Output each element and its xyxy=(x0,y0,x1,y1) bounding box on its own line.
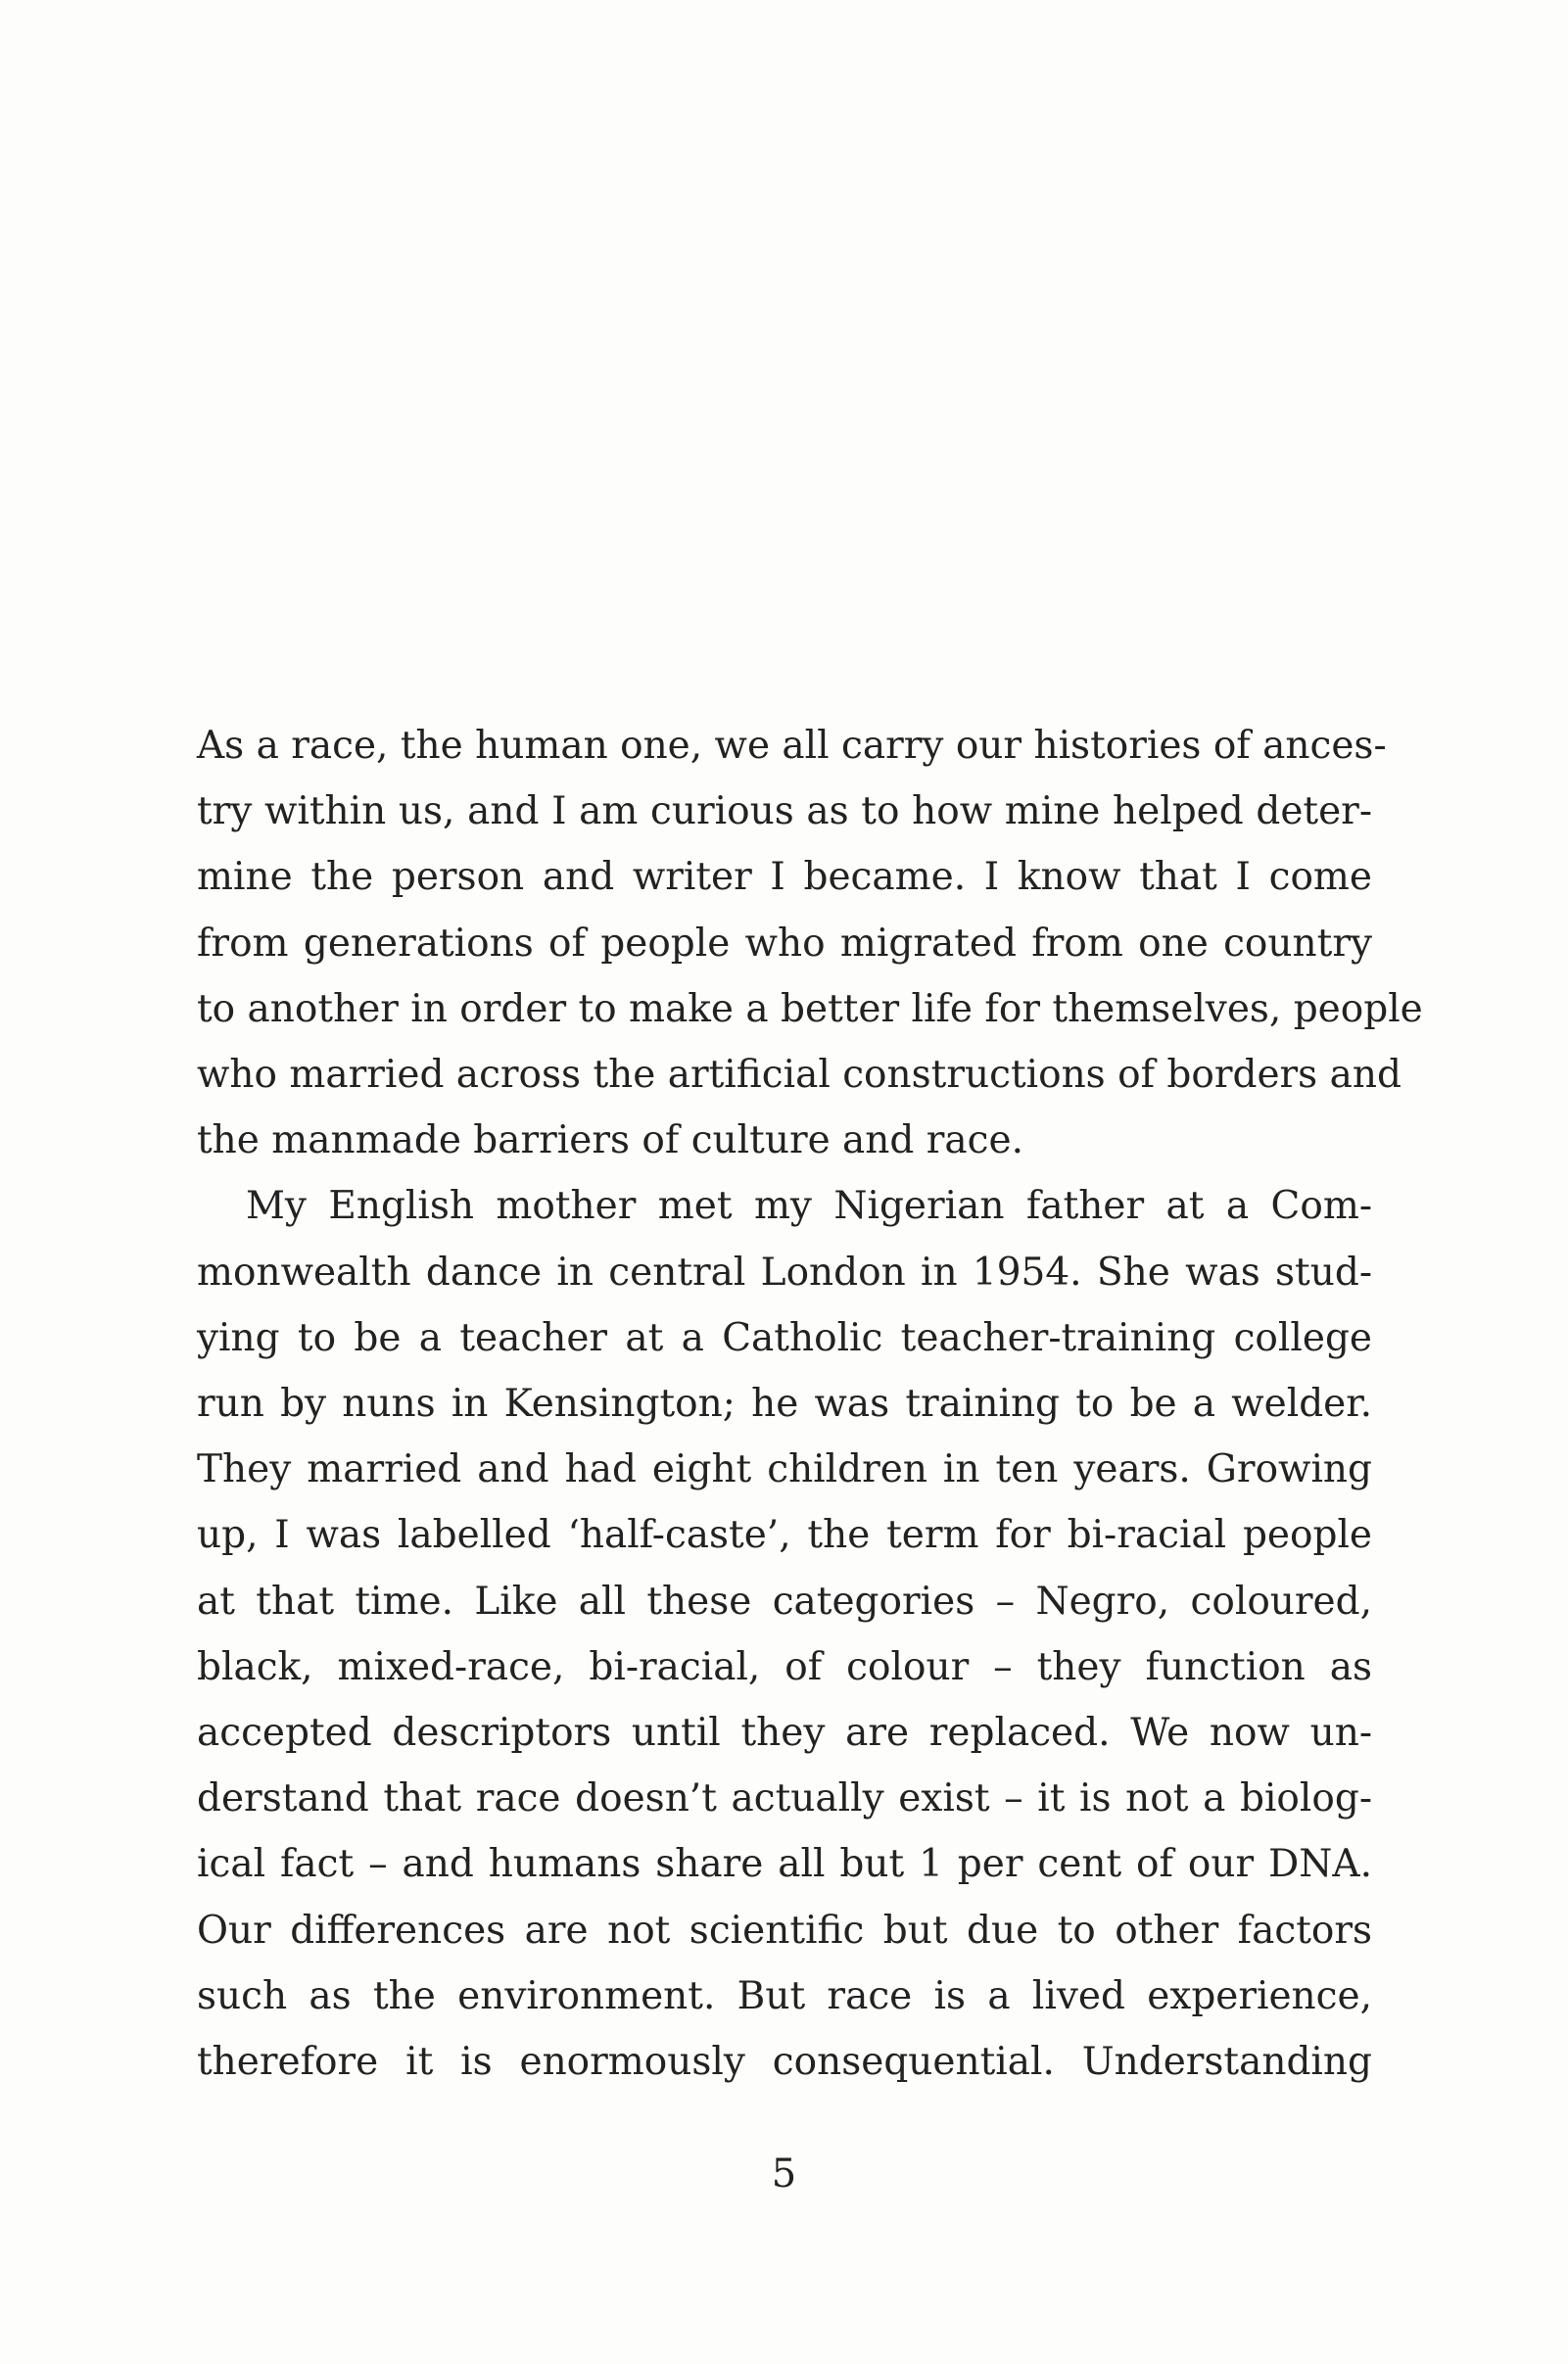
text-line: mine the person and writer I became. I know that I come xyxy=(197,855,1372,900)
text-line: to another in order to make a better life for themselves, people xyxy=(197,986,1423,1031)
text-line: run by nuns in Kensington; he was training to be a welder. xyxy=(197,1382,1372,1427)
page-number: 5 xyxy=(771,2151,797,2197)
text-line: monwealth dance in central London in 1954. She was stud- xyxy=(197,1250,1372,1295)
text-line: They married and had eight children in ten years. Growing xyxy=(197,1447,1372,1492)
text-line: black, mixed-race, bi-racial, of colour – they function as xyxy=(197,1644,1372,1689)
text-line: ying to be a teacher at a Catholic teacher-training college xyxy=(197,1315,1372,1360)
text-line: My English mother met my Nigerian father at a Com- xyxy=(246,1184,1372,1229)
text-line: accepted descriptors until they are replaced. We now un- xyxy=(197,1711,1372,1756)
text-line: Our differences are not scientific but due to other factors xyxy=(197,1908,1372,1953)
text-line: such as the environment. But race is a lived experience, xyxy=(197,1973,1372,2018)
text-line: try within us, and I am curious as to how mine helped deter- xyxy=(197,789,1372,834)
body-text xyxy=(197,713,1423,2095)
text-line: from generations of people who migrated from one country xyxy=(197,921,1372,966)
text-line: derstand that race doesn’t actually exist – it is not a biolog- xyxy=(197,1776,1372,1821)
text-line: As a race, the human one, we all carry our histories of ances- xyxy=(197,724,1387,768)
text-line: ical fact – and humans share all but 1 per cent of our DNA. xyxy=(197,1842,1372,1887)
text-line: up, I was labelled ‘half-caste’, the term for bi-racial people xyxy=(197,1513,1372,1558)
text-line: who married across the artificial constructions of borders and xyxy=(197,1053,1402,1098)
text-line: therefore it is enormously consequential. Understanding xyxy=(197,2040,1372,2085)
text-line: at that time. Like all these categories – Negro, coloured, xyxy=(197,1579,1372,1624)
text-line: the manmade barriers of culture and race. xyxy=(197,1118,1024,1163)
